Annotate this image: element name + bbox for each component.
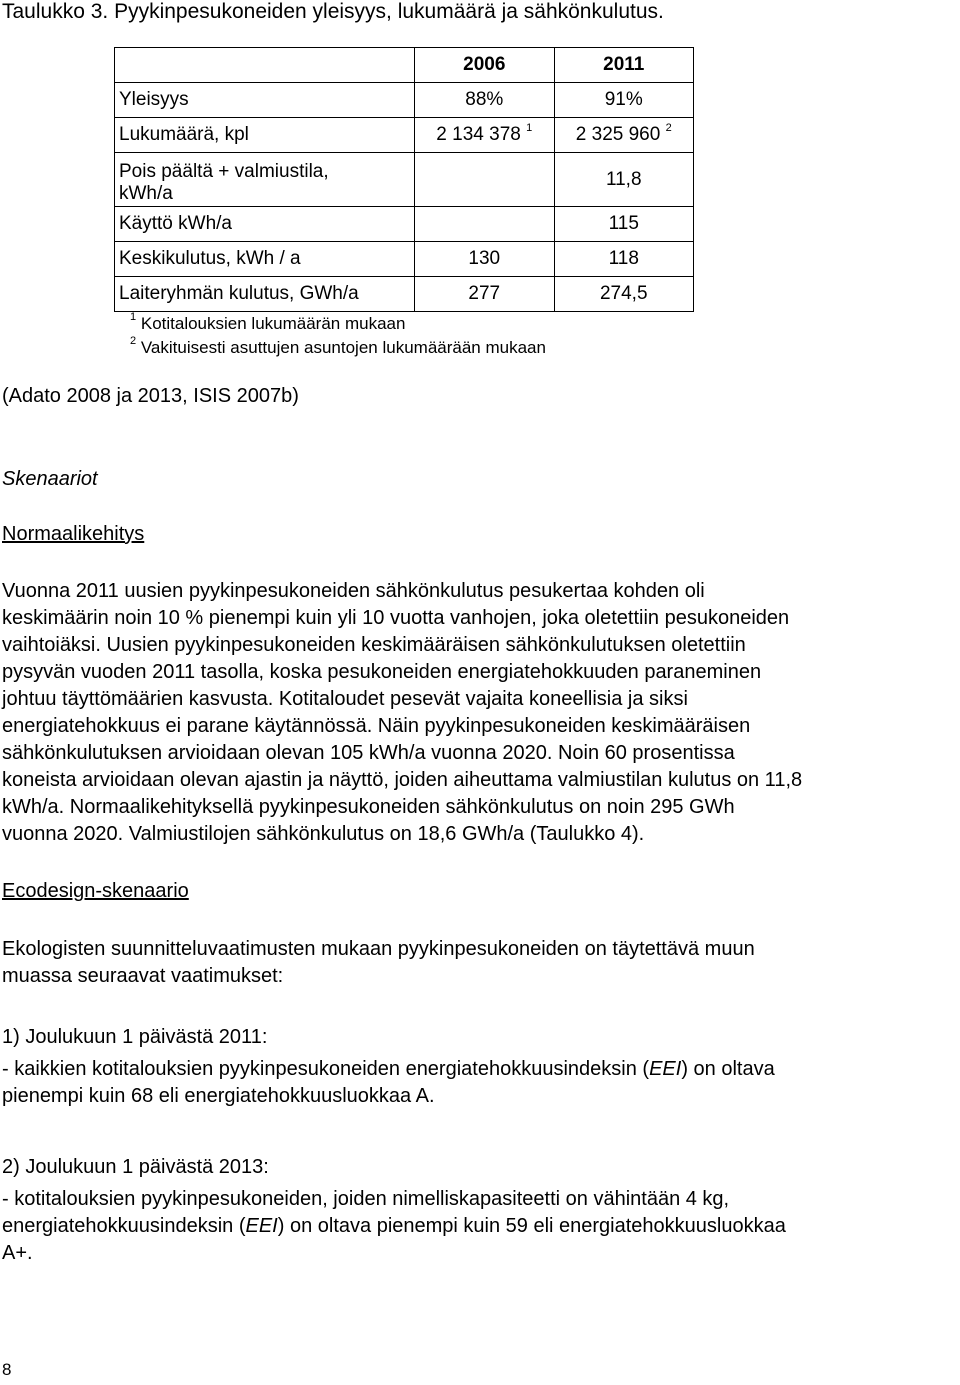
footnote-marker: 2: [665, 121, 672, 134]
page-number: 8: [2, 1360, 12, 1379]
text-fragment: - kaikkien kotitalouksien pyykinpesukoneiden energiatehokkuusindeksin (: [2, 1058, 650, 1080]
table-row: [115, 242, 694, 277]
paragraph-line: A+.: [2, 1242, 33, 1264]
footnote-text: Vakituisesti asuttujen asuntojen lukumäärään mukaan: [140, 338, 546, 357]
eei-abbreviation: EEI: [245, 1215, 278, 1237]
cell-2006: [415, 118, 554, 153]
cell-2011: 118: [554, 242, 694, 277]
cell-2006: [415, 153, 554, 207]
paragraph-ecodesign-intro: [2, 936, 957, 990]
cell-value: 2 134 378: [436, 124, 521, 145]
source-citation: (Adato 2008 ja 2013, ISIS 2007b): [2, 385, 299, 407]
table-header-row: [115, 48, 694, 83]
paragraph-line: muassa seuraavat vaatimukset:: [2, 965, 284, 987]
paragraph-line: koneista arvioidaan olevan ajastin ja näyttö, joiden aiheuttama valmiustilan kulutus on 11,8: [2, 769, 803, 791]
footnote-marker: 2: [130, 335, 137, 348]
cell-2011: 11,8: [554, 153, 694, 207]
paragraph-line: energiatehokkuus ei parane käytännössä. Näin pyykinpesukoneiden keskimääräisen: [2, 715, 751, 737]
paragraph-line: sähkönkulutuksen arvioidaan olevan 105 kWh/a vuonna 2020. Noin 60 prosentissa: [2, 742, 735, 764]
subsection-title-normaalikehitys: Normaalikehitys: [2, 523, 145, 545]
text-fragment: ) on oltava: [681, 1058, 775, 1080]
paragraph-line: johtuu täyttömäärien kasvusta. Kotitaloudet pesevät vajaita koneellisia ja siksi: [2, 688, 688, 710]
paragraph-line: vuonna 2020. Valmiustilojen sähkönkulutus on 18,6 GWh/a (Taulukko 4).: [2, 823, 645, 845]
row-label: Yleisyys: [115, 83, 415, 118]
text-fragment: ) on oltava pienempi kuin 59 eli energiatehokkuusluokkaa: [277, 1215, 786, 1237]
table-header-2011: 2011: [554, 48, 694, 83]
row-label-line: kWh/a: [119, 183, 173, 204]
eei-abbreviation: EEI: [649, 1058, 682, 1080]
subsection-title-ecodesign: Ecodesign-skenaario: [2, 880, 189, 902]
row-label: Lukumäärä, kpl: [115, 118, 415, 153]
row-label: [115, 153, 415, 207]
row-label: Keskikulutus, kWh / a: [115, 242, 415, 277]
cell-2011: 91%: [554, 83, 694, 118]
paragraph-line: pysyvän vuoden 2011 tasolla, koska pesukoneiden energiatehokkuuden paraneminen: [2, 661, 762, 683]
footnote: [130, 336, 546, 360]
row-label: Laiteryhmän kulutus, GWh/a: [115, 277, 415, 312]
cell-2011: [554, 118, 694, 153]
section-title: Skenaariot: [2, 468, 98, 490]
requirement-2-heading: 2) Joulukuun 1 päivästä 2013:: [2, 1156, 269, 1178]
requirement-1-text: [2, 1056, 957, 1110]
paragraph-line: vaihtoiäksi. Uusien pyykinpesukoneiden keskimääräisen sähkönkulutuksen oletettiin: [2, 634, 746, 656]
table-row: [115, 118, 694, 153]
cell-2011: 274,5: [554, 277, 694, 312]
paragraph-line: pienempi kuin 68 eli energiatehokkuusluokkaa A.: [2, 1085, 435, 1107]
paragraph-line: kWh/a. Normaalikehityksellä pyykinpesukoneiden sähkönkulutus on noin 295 GWh: [2, 796, 735, 818]
paragraph-line: keskimäärin noin 10 % pienempi kuin yli 10 vuotta vanhojen, joka oletettiin pesukoneiden: [2, 607, 790, 629]
requirement-2-text: [2, 1186, 957, 1267]
table-row: [115, 277, 694, 312]
footnote-text: Kotitalouksien lukumäärän mukaan: [140, 314, 406, 333]
cell-value: 2 325 960: [575, 124, 661, 145]
table-row: [115, 153, 694, 207]
table-row: [115, 207, 694, 242]
cell-2006: 88%: [415, 83, 554, 118]
text-fragment: energiatehokkuusindeksin (: [2, 1215, 246, 1237]
footnote-marker: 1: [526, 121, 533, 134]
footnote-marker: 1: [130, 311, 137, 324]
paragraph-line: Ekologisten suunnitteluvaatimusten mukaan pyykinpesukoneiden on täytettävä muun: [2, 938, 755, 960]
paragraph-line: Vuonna 2011 uusien pyykinpesukoneiden sähkönkulutus pesukertaa kohden oli: [2, 580, 705, 602]
cell-2006: [415, 207, 554, 242]
paragraph-line: [2, 1056, 957, 1083]
table-header-2006: 2006: [415, 48, 554, 83]
row-label: Käyttö kWh/a: [115, 207, 415, 242]
table-header-empty: [115, 48, 415, 83]
table-row: [115, 83, 694, 118]
washing-machine-table: [114, 47, 694, 312]
table-caption: Taulukko 3. Pyykinpesukoneiden yleisyys, lukumäärä ja sähkönkulutus.: [2, 0, 664, 23]
requirement-1-heading: 1) Joulukuun 1 päivästä 2011:: [2, 1026, 268, 1048]
paragraph-line: - kotitalouksien pyykinpesukoneiden, joiden nimelliskapasiteetti on vähintään 4 kg,: [2, 1188, 730, 1210]
table-footnotes: [130, 312, 546, 360]
cell-2006: 130: [415, 242, 554, 277]
cell-2011: 115: [554, 207, 694, 242]
paragraph-line: [2, 1213, 957, 1240]
row-label-line: Pois päältä + valmiustila,: [119, 161, 329, 182]
paragraph-normaalikehitys: [2, 578, 957, 848]
footnote: [130, 312, 546, 336]
cell-2006: 277: [415, 277, 554, 312]
